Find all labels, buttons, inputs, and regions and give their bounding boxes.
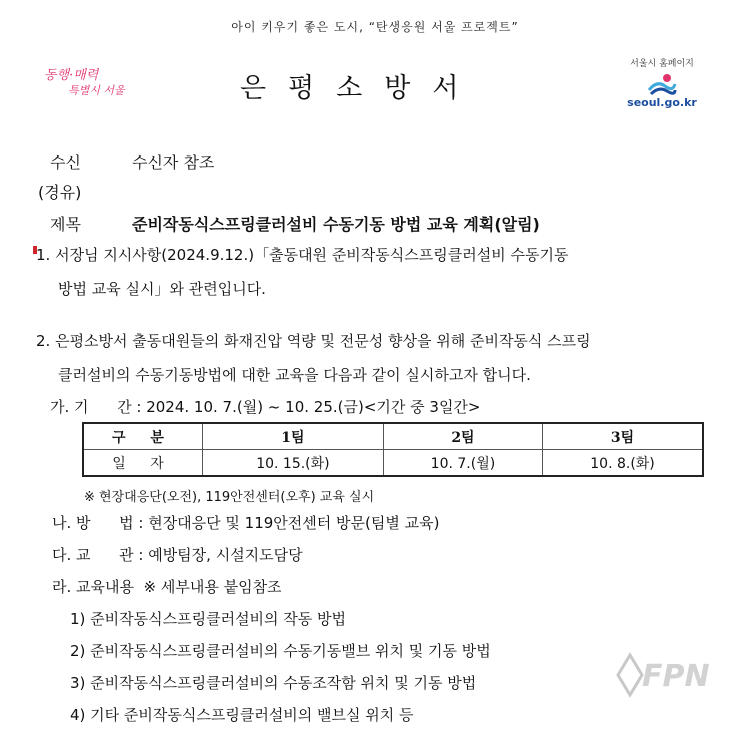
seoul-domain: seoul.go.kr [627,96,697,109]
content-header: 라. 교육내용 ※ 세부내용 붙임참조 [52,578,282,596]
schedule-note: ※ 현장대응단(오전), 119안전센터(오후) 교육 실시 [84,490,375,505]
schedule-table [82,422,704,477]
schedule-date-team-3: 10. 8.(화) [543,450,703,477]
period-line: 가. 기 간 : 2024. 10. 7.(월) ~ 10. 25.(금)<기간 중 3일간> [50,398,481,416]
header-slogan: 아이 키우기 좋은 도시, “탄생응원 서울 프로젝트” [231,20,519,34]
seoul-brand-logo [42,62,132,102]
via-label: (경유) [38,183,82,202]
schedule-date-team-1: 10. 15.(화) [203,450,384,477]
schedule-header-category: 구 분 [83,423,203,450]
subject-label: 제목 [50,215,81,234]
seoul-homepage-logo [612,56,712,108]
recipient-value: 수신자 참조 [132,153,215,172]
schedule-header-team-1: 1팀 [203,423,384,450]
logo-line-1: 동행·매력 [44,68,99,83]
schedule-header-team-2: 2팀 [383,423,542,450]
recipient-label: 수신 [50,153,81,172]
content-item-1: 1) 준비작동식스프링클러설비의 작동 방법 [70,610,347,628]
fpn-watermark [612,650,722,700]
seoul-homepage-caption: 서울시 홈페이지 [630,59,694,69]
method-line: 나. 방 법 : 현장대응단 및 119안전센터 방문(팀별 교육) [52,514,440,532]
paragraph-2-line-1: 2. 은평소방서 출동대원들의 화재진압 역량 및 전문성 향상을 위해 준비작동식 스프링 [36,332,591,350]
schedule-date-team-2: 10. 7.(월) [383,450,542,477]
content-item-2: 2) 준비작동식스프링클러설비의 수동기동밸브 위치 및 기동 방법 [70,642,491,660]
document-title: 은평소방서 [240,73,481,104]
content-item-4: 4) 기타 준비작동식스프링클러설비의 밸브실 위치 등 [70,706,414,724]
subject-value: 준비작동식스프링클러설비 수동기동 방법 교육 계획(알림) [132,215,540,234]
schedule-date-label: 일 자 [83,450,203,477]
content-item-3: 3) 준비작동식스프링클러설비의 수동조작함 위치 및 기동 방법 [70,674,477,692]
paragraph-2-line-2: 클러설비의 수동기동방법에 대한 교육을 다음과 같이 실시하고자 합니다. [58,366,531,384]
paragraph-1-line-1: 1. 서장님 지시사항(2024.9.12.)「출동대원 준비작동식스프링클러설비 수동기동 [36,246,569,264]
schedule-header-row [83,423,703,450]
watermark-text: FPN [642,659,710,694]
logo-line-2: 특별시 서울 [68,84,125,97]
schedule-date-row [83,450,703,477]
paragraph-1-line-2: 방법 교육 실시」와 관련입니다. [58,280,266,298]
seoul-symbol-icon [647,72,677,98]
instructor-line: 다. 교 관 : 예방팀장, 시설지도담당 [52,546,303,564]
schedule-header-team-3: 3팀 [543,423,703,450]
